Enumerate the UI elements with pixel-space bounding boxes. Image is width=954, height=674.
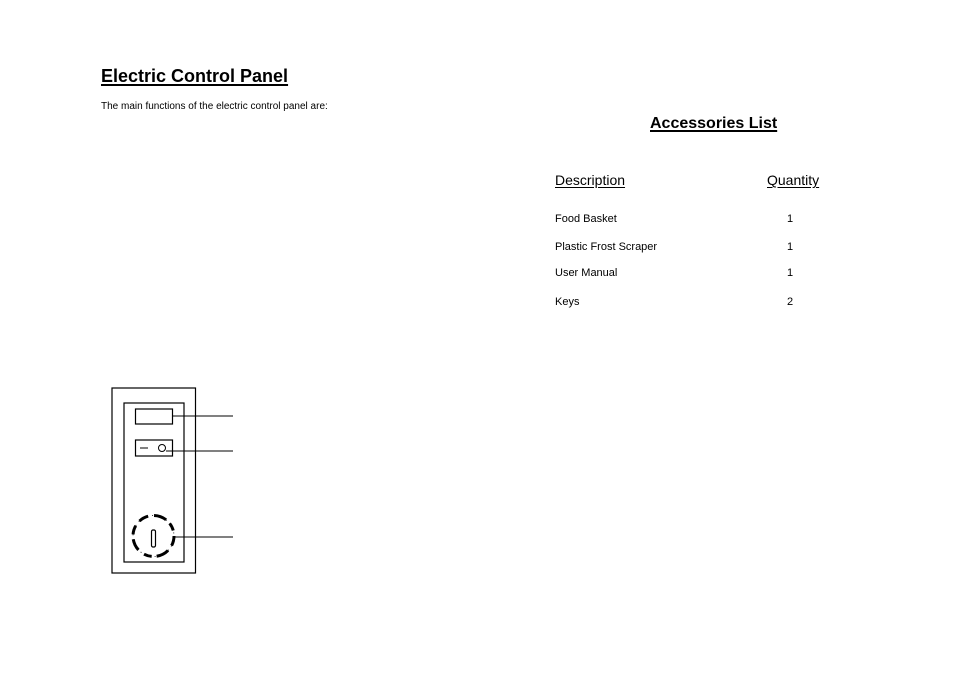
column-header-quantity: Quantity [767, 172, 820, 188]
accessory-quantity: 1 [786, 241, 794, 253]
accessory-quantity: 1 [786, 213, 794, 225]
intro-text: The main functions of the electric control panel are: [101, 101, 328, 112]
accessory-quantity: 1 [786, 267, 794, 279]
accessory-description: User Manual [555, 267, 618, 279]
accessory-description: Keys [555, 296, 580, 308]
accessory-description: Food Basket [555, 213, 617, 225]
thermostat-dial [133, 516, 174, 557]
page-title-electric-control-panel: Electric Control Panel [101, 66, 289, 86]
dial-indicator [152, 530, 156, 547]
accessory-description: Plastic Frost Scraper [555, 241, 658, 253]
column-header-description: Description [555, 172, 626, 188]
power-switch [136, 440, 173, 456]
indicator-window [136, 409, 173, 424]
accessories-list-title: Accessories List [650, 115, 778, 132]
accessory-quantity: 2 [786, 296, 794, 308]
